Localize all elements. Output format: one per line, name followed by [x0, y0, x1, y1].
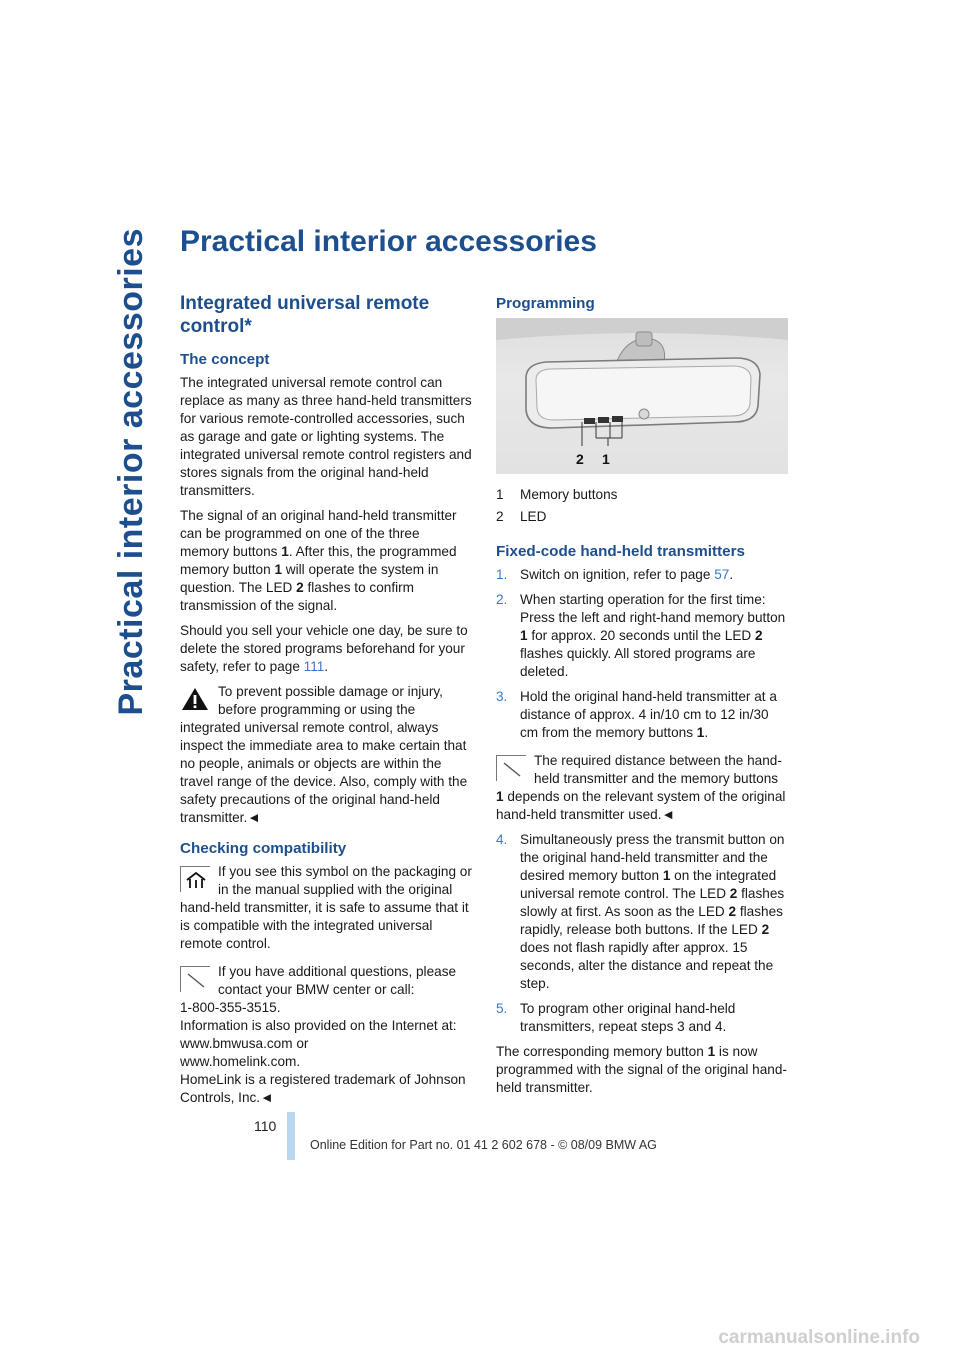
- side-tab-title: Practical interior accessories: [112, 228, 150, 716]
- step-1: 1. Switch on ignition, refer to page 57.: [496, 567, 734, 582]
- rearview-mirror-figure: [496, 318, 788, 474]
- subheading-programming: Programming: [496, 295, 595, 312]
- concept-paragraph-1: The integrated universal remote control can replace as many as three hand-held transmitters for various remote-controlled accessories, such as garage and gate or lighting systems. The integrated universal remote control registers and stores signals from the original hand-held transmitters.: [180, 375, 472, 498]
- subheading-compatibility: Checking compatibility: [180, 840, 347, 857]
- warning-triangle-icon: [180, 686, 210, 712]
- figure-label-led: 2: [576, 451, 584, 467]
- warning-note: To prevent possible damage or injury, before programming or using the integrated universal remote control, always inspect the immediate area to make certain that no people, animals or objects are within the travel range of the device. Also, comply with the safety precautions of the original hand-held transmitter.◄: [180, 684, 468, 825]
- step-2: 2. When starting operation for the first time: Press the left and right-hand memory button 1 for approx. 20 seconds until the LED 2 flashes quickly. All stored programs are deleted.: [496, 592, 786, 679]
- note-arrow-icon: [180, 966, 210, 992]
- programming-steps: [496, 566, 788, 1036]
- section-heading-remote-control: Integrated universal remote control*: [180, 293, 430, 337]
- homelink-house-icon: [180, 866, 210, 892]
- figure-label-memory-buttons: 1: [602, 451, 610, 467]
- page-link-57[interactable]: 57: [714, 567, 730, 582]
- legend-item-1: 1 Memory buttons: [496, 487, 618, 502]
- footer-accent-bar: [287, 1112, 295, 1160]
- footer-edition-text: Online Edition for Part no. 01 41 2 602 678 - © 08/09 BMW AG: [310, 1138, 657, 1152]
- step-5: 5. To program other original hand-held transmitters, repeat steps 3 and 4.: [496, 1001, 736, 1034]
- subheading-concept: The concept: [180, 351, 270, 368]
- watermark: carmanualsonline.info: [718, 1327, 920, 1348]
- concept-paragraph-3: Should you sell your vehicle one day, be sure to delete the stored programs beforehand for your safety, refer to page 111.: [180, 623, 468, 674]
- legend-item-2: 2 LED: [496, 509, 547, 524]
- page-title: Practical interior accessories: [180, 225, 597, 258]
- right-column: [496, 292, 788, 1104]
- step-3: 3. Hold the original hand-held transmitter at a distance of approx. 4 in/10 cm to 12 in/30 cm from the memory buttons 1. The required distance between the hand-held transmitter and the memory buttons 1 depends on the relevant system of the original hand-held transmitter used.◄: [496, 688, 788, 824]
- page-number: 110: [254, 1118, 277, 1134]
- left-column: [180, 292, 472, 1117]
- concept-paragraph-2: The signal of an original hand-held transmitter can be programmed on one of the three memory buttons 1. After this, the programmed memory button 1 will operate the system in question. The LED 2 flashes to confirm transmission of the signal.: [180, 508, 457, 613]
- closing-paragraph: The corresponding memory button 1 is now programmed with the signal of the original hand-held transmitter.: [496, 1044, 787, 1095]
- subheading-fixed-code: Fixed-code hand-held transmitters: [496, 543, 745, 560]
- compatibility-note: If you see this symbol on the packaging or in the manual supplied with the original hand-held transmitter, it is safe to assume that it is compatible with the integrated universal remote control.: [180, 864, 472, 951]
- mirror-illustration: [496, 318, 788, 474]
- distance-note: The required distance between the hand-held transmitter and the memory buttons 1 depends on the relevant system of the original hand-held transmitter used.◄: [496, 753, 786, 822]
- contact-note: If you have additional questions, please contact your BMW center or call: 1-800-355-3515. Information is also provided on the Internet at: www.bmwusa.com or www.homelink.com. HomeLink is a registered trademark of Johnson Controls, Inc.◄: [180, 964, 466, 1105]
- note-arrow-icon: [496, 755, 526, 781]
- step-4: 4. Simultaneously press the transmit button on the original hand-held transmitter and the desired memory button 1 on the integrated universal remote control. The LED 2 flashes slowly at first. As soon as the LED 2 flashes rapidly, release both buttons. If the LED 2 does not flash rapidly after approx. 15 seconds, alter the distance and repeat the step.: [496, 832, 785, 991]
- page-link-111[interactable]: 111: [303, 659, 325, 674]
